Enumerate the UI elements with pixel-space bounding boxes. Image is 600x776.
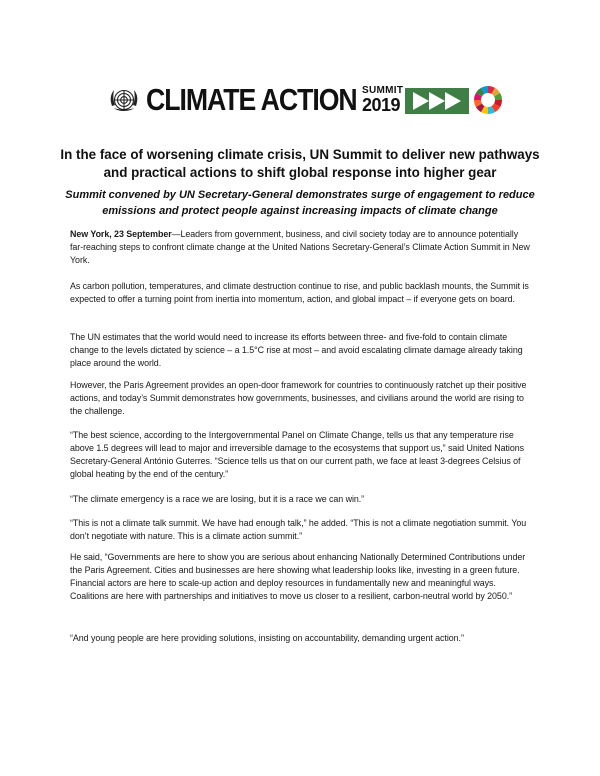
sdg-wheel-icon xyxy=(473,85,503,115)
paragraph-8: He said, “Governments are here to show you are serious about enhancing Nationally Determined Contributions under the Paris Agreement. Cities and businesses are here showing what leadership looks like, investing in a green future. Financial actors are here to scale-up action and deploy resources in fundamentally new and meaningful ways. Coalitions are here with partnerships and initiatives to move us closer to a resilient, carbon-neutral world by 2050.” xyxy=(70,552,526,602)
green-arrows-icon xyxy=(405,88,469,114)
climate-action-summit-logo xyxy=(108,82,500,118)
brand-wordmark: CLIMATE ACTION xyxy=(146,82,357,117)
un-emblem-icon xyxy=(108,84,140,116)
paragraph-2: As carbon pollution, temperatures, and climate destruction continue to rise, and public backlash mounts, the Summit is expected to offer a turning point from inertia into momentum, action, and global impact – if everyone gets on board. xyxy=(70,281,529,305)
paragraph-3: The UN estimates that the world would need to increase its efforts between three- and five-fold to contain climate change to the levels dictated by science – a 1.5°C rise at most – and avoid escalating climate damage already taking place around the world. xyxy=(70,332,523,369)
paragraph-1-text: —Leaders from government, business, and civil society today are to announce potentially far-reaching steps to confront climate change at the United Nations Secretary-General’s Climate Action Summit in New York. xyxy=(70,229,530,266)
summit-year: 2019 xyxy=(362,95,401,115)
paragraph-5: “The best science, according to the Intergovernmental Panel on Climate Change, tells us that any temperature rise above 1.5 degrees will lead to major and irreversible damage to the ecosystems that support us,” said United Nations Secretary-General António Guterres. “Science tells us that on our current path, we face at least 3-degrees Celsius of global heating by the end of the century.” xyxy=(70,430,524,480)
subheadline: Summit convened by UN Secretary-General demonstrates surge of engagement to reduce emissions and protect people against increasing impacts of climate change xyxy=(65,189,535,217)
paragraph-6: “The climate emergency is a race we are losing, but it is a race we can win.” xyxy=(70,494,365,504)
summit-word: SUMMIT xyxy=(362,85,404,96)
summit-label xyxy=(362,85,402,115)
headline: In the face of worsening climate crisis, UN Summit to deliver new pathways and practical actions to shift global response into higher gear xyxy=(60,147,540,180)
paragraph-7: “This is not a climate talk summit. We have had enough talk,” he added. “This is not a climate negotiation summit. You don’t negotiate with nature. This is a climate action summit.” xyxy=(70,518,527,542)
paragraph-9: “And young people are here providing solutions, insisting on accountability, demanding urgent action.” xyxy=(70,633,464,643)
paragraph-4: However, the Paris Agreement provides an open-door framework for countries to continuously ratchet up their positive actions, and today’s Summit demonstrates how governments, businesses, and civilians around the world are rising to the challenge. xyxy=(70,380,527,417)
dateline: New York, 23 September xyxy=(70,229,172,239)
paragraph-1 xyxy=(70,228,532,267)
